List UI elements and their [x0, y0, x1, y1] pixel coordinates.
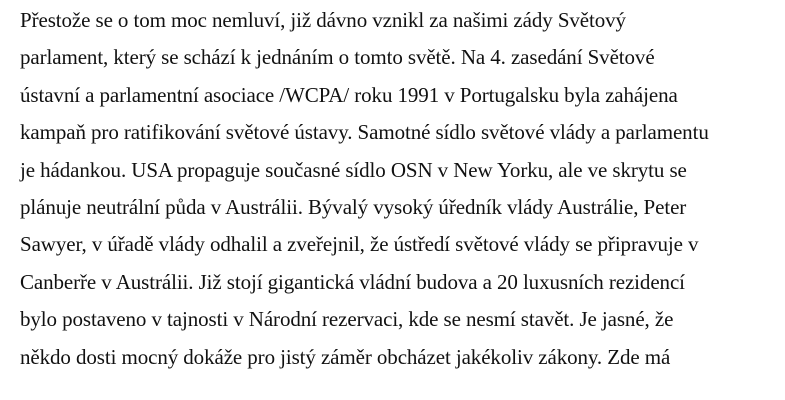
text-line: Canberře v Austrálii. Již stojí gigantická vládní budova a 20 luxusních rezidencí: [20, 269, 685, 294]
body-paragraph: [20, 2, 780, 376]
text-line: plánuje neutrální půda v Austrálii. Bývalý vysoký úředník vlády Austrálie, Peter: [20, 194, 687, 219]
text-line: bylo postaveno v tajnosti v Národní rezervaci, kde se nesmí stavět. Je jasné, že: [20, 307, 674, 332]
text-line: kampaň pro ratifikování světové ústavy. Samotné sídlo světové vlády a parlamentu: [20, 120, 709, 145]
text-line: Sawyer, v úřadě vlády odhalil a zveřejnil, že ústředí světové vlády se připravuje v: [20, 232, 699, 257]
text-line: někdo dosti mocný dokáže pro jistý záměr obcházet jakékoliv zákony. Zde má: [20, 344, 671, 369]
text-line: Přestože se o tom moc nemluví, již dávno vznikl za našimi zády Světový: [20, 8, 626, 32]
text-line: ústavní a parlamentní asociace /WCPA/ roku 1991 v Portugalsku byla zahájena: [20, 82, 678, 107]
text-line: parlament, který se schází k jednáním o tomto světě. Na 4. zasedání Světové: [20, 45, 655, 70]
text-line: je hádankou. USA propaguje současné sídlo OSN v New Yorku, ale ve skrytu se: [20, 157, 687, 182]
